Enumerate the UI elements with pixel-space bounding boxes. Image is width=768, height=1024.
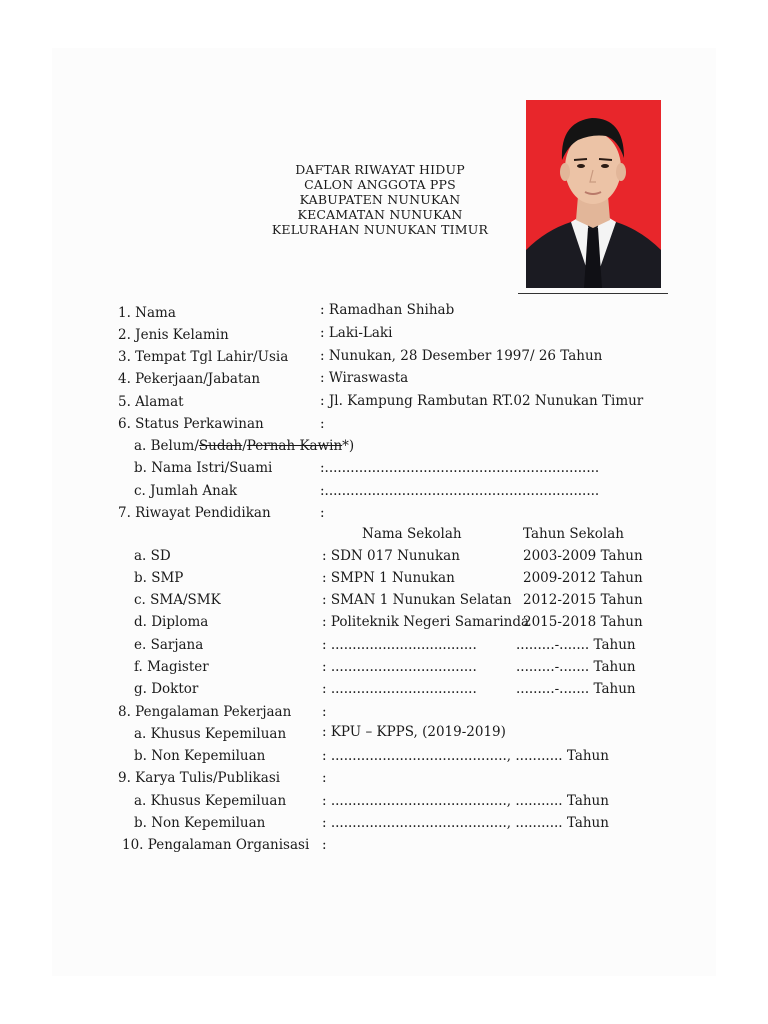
education-row xyxy=(0,679,768,699)
education-row xyxy=(0,546,768,566)
header-line-2: CALON ANGGOTA PPS xyxy=(304,177,456,192)
field-value: : xyxy=(320,505,325,521)
field-row-status-a xyxy=(0,436,768,456)
education-school: : SMPN 1 Nunukan xyxy=(322,570,455,586)
field-label: 4. Pekerjaan/Jabatan xyxy=(118,371,261,387)
field-label: a. Khusus Kepemiluan xyxy=(134,726,287,742)
portrait-photo xyxy=(526,100,661,288)
field-value: : KPU – KPPS, (2019-2019) xyxy=(322,724,506,740)
education-school: : .................................. xyxy=(322,659,477,675)
field-label: 5. Alamat xyxy=(118,394,184,410)
education-school: : .................................. xyxy=(322,637,477,653)
school-column-header: Nama Sekolah xyxy=(362,526,462,542)
field-value: : Nunukan, 28 Desember 1997/ 26 Tahun xyxy=(320,348,603,364)
field-row-work-b xyxy=(0,746,768,766)
education-level: b. SMP xyxy=(134,570,184,586)
status-a-slash: / xyxy=(242,438,247,454)
field-value: :................................................................ xyxy=(320,460,600,476)
field-row-org xyxy=(0,835,768,855)
field-label: a. Khusus Kepemiluan xyxy=(134,793,287,809)
field-label: 2. Jenis Kelamin xyxy=(118,327,229,343)
status-a-prefix: a. Belum/ xyxy=(134,438,199,454)
education-level: a. SD xyxy=(134,548,171,564)
header-line-4: KECAMATAN NUNUKAN xyxy=(297,207,463,222)
field-value: : ........................................., ........... Tahun xyxy=(322,793,609,809)
field-value: : Jl. Kampung Rambutan RT.02 Nunukan Timur xyxy=(320,393,644,409)
year-column-header: Tahun Sekolah xyxy=(523,526,624,542)
education-row xyxy=(0,612,768,632)
document-header xyxy=(260,162,500,237)
field-row-ttl xyxy=(0,347,768,367)
status-a-suffix: *) xyxy=(342,438,355,454)
field-label: 7. Riwayat Pendidikan xyxy=(118,505,271,521)
education-school: : SDN 017 Nunukan xyxy=(322,548,460,564)
field-row-status-c xyxy=(0,480,768,500)
field-label: c. Jumlah Anak xyxy=(134,483,238,499)
field-row-jenis-kelamin xyxy=(0,325,768,345)
field-value: : Wiraswasta xyxy=(320,370,409,386)
field-label: 6. Status Perkawinan xyxy=(118,416,264,432)
education-school: : .................................. xyxy=(322,681,477,697)
education-level: g. Doktor xyxy=(134,681,199,697)
field-row-pendidikan xyxy=(0,503,768,523)
field-value: : ........................................., ........... Tahun xyxy=(322,748,609,764)
field-row-status xyxy=(0,414,768,434)
education-school: : Politeknik Negeri Samarinda xyxy=(322,614,530,630)
field-row-work xyxy=(0,702,768,722)
field-value: : Laki-Laki xyxy=(320,325,393,341)
photo-underline xyxy=(518,293,668,294)
field-row-writing-a xyxy=(0,791,768,811)
education-row xyxy=(0,657,768,677)
header-line-1: DAFTAR RIWAYAT HIDUP xyxy=(295,162,465,177)
field-row-writing xyxy=(0,768,768,788)
field-label: 1. Nama xyxy=(118,305,176,321)
field-label: b. Non Kepemiluan xyxy=(134,815,266,831)
status-a-sudah-struck: Sudah xyxy=(198,438,243,454)
education-header-row xyxy=(0,524,768,544)
field-value: : ........................................., ........... Tahun xyxy=(322,815,609,831)
field-label: b. Nama Istri/Suami xyxy=(134,460,273,476)
header-line-3: KABUPATEN NUNUKAN xyxy=(299,192,461,207)
field-label: b. Non Kepemiluan xyxy=(134,748,266,764)
education-year: .........-....... Tahun xyxy=(516,659,636,675)
field-row-status-b xyxy=(0,458,768,478)
field-label: 8. Pengalaman Pekerjaan xyxy=(118,704,292,720)
education-level: e. Sarjana xyxy=(134,637,204,653)
education-level: d. Diploma xyxy=(134,614,209,630)
status-a-pernah-struck: Pernah Kawin xyxy=(246,438,343,454)
education-level: c. SMA/SMK xyxy=(134,592,221,608)
field-row-work-a xyxy=(0,724,768,744)
field-row-nama xyxy=(0,303,768,323)
status-a-label xyxy=(134,436,354,456)
field-label: 10. Pengalaman Organisasi xyxy=(122,837,310,853)
field-row-alamat xyxy=(0,391,768,411)
field-value: : xyxy=(322,837,327,853)
field-value: : xyxy=(322,770,327,786)
education-year: 2009-2012 Tahun xyxy=(523,570,643,586)
education-row xyxy=(0,635,768,655)
field-label: 9. Karya Tulis/Publikasi xyxy=(118,770,281,786)
field-value: :................................................................ xyxy=(320,483,600,499)
education-level: f. Magister xyxy=(134,659,209,675)
education-school: : SMAN 1 Nunukan Selatan xyxy=(322,592,512,608)
education-year: .........-....... Tahun xyxy=(516,681,636,697)
field-row-pekerjaan xyxy=(0,369,768,389)
field-value: : xyxy=(320,416,325,432)
field-label: 3. Tempat Tgl Lahir/Usia xyxy=(118,349,289,365)
field-row-writing-b xyxy=(0,813,768,833)
education-row xyxy=(0,590,768,610)
education-year: 2012-2015 Tahun xyxy=(523,592,643,608)
field-value: : Ramadhan Shihab xyxy=(320,302,455,318)
education-year: 2015-2018 Tahun xyxy=(523,614,643,630)
header-line-5: KELURAHAN NUNUKAN TIMUR xyxy=(271,222,489,237)
education-year: .........-....... Tahun xyxy=(516,637,636,653)
education-year: 2003-2009 Tahun xyxy=(523,548,643,564)
field-value: : xyxy=(322,704,327,720)
education-row xyxy=(0,568,768,588)
